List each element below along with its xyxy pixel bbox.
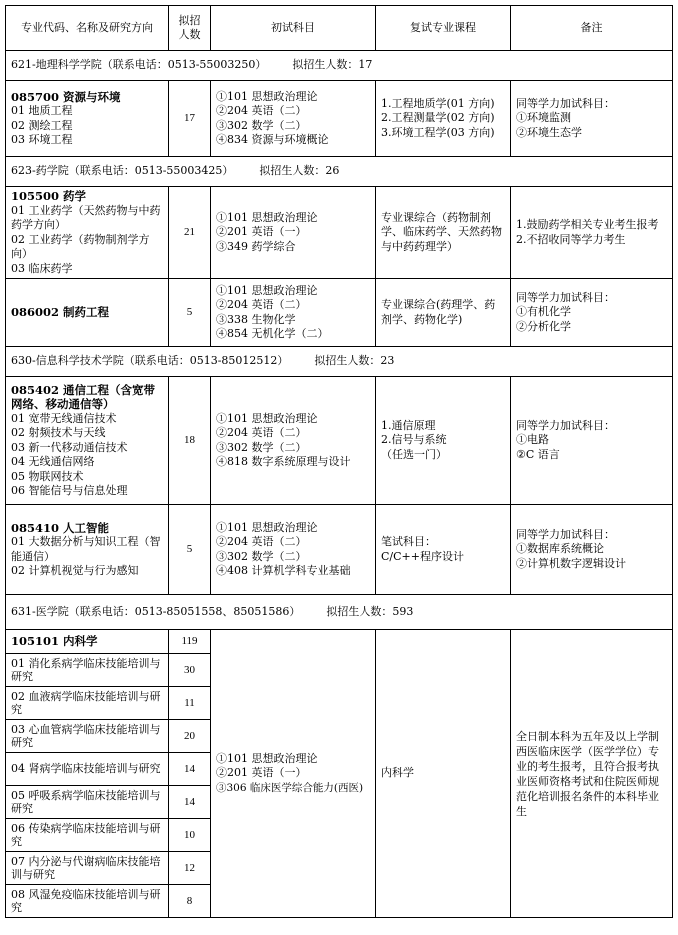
exam-subject: ①101 思想政治理论 [216, 89, 318, 103]
note-cell [511, 630, 673, 918]
direction-quota: 30 [169, 654, 211, 687]
note-cell [511, 81, 673, 157]
direction: 02 测绘工程 [11, 118, 73, 132]
retest-course: 内科学 [381, 766, 414, 780]
major-cell [6, 630, 169, 654]
note-line: 全日制本科为五年及以上学制西医临床医学（医学学位）专业的考生报考，且符合报考执业医师资格考试和住院医师规范化培训报名条件的本科毕业生 [516, 729, 659, 818]
exam-cell [211, 81, 376, 157]
major-quota: 5 [169, 505, 211, 595]
exam-cell [211, 377, 376, 505]
note-line: ①环境监测 [516, 111, 571, 125]
direction: 07 内分泌与代谢病临床技能培训与研究 [11, 854, 161, 881]
exam-subject: ③302 数学（二） [216, 440, 307, 454]
note-cell [511, 187, 673, 279]
major-row [6, 279, 673, 347]
college-heading [6, 595, 673, 630]
retest-course: 专业课综合(药理学、药剂学、药物化学) [381, 298, 496, 326]
direction-quota: 20 [169, 720, 211, 753]
note-line: ②环境生态学 [516, 125, 582, 139]
college-quota: 拟招生人数：23 [314, 354, 395, 368]
retest-course: 3.环境工程学(03 方向) [381, 125, 495, 139]
exam-subject: ③338 生物化学 [216, 312, 296, 326]
note-cell [511, 377, 673, 505]
retest-cell [376, 81, 511, 157]
college-quota: 拟招生人数：593 [326, 604, 414, 618]
direction-quota: 12 [169, 852, 211, 885]
exam-subject: ②204 英语（二） [216, 535, 307, 548]
admissions-table [5, 5, 673, 918]
direction: 02 计算机视觉与行为感知 [11, 564, 139, 577]
major-code-name: 085700 资源与环境 [11, 89, 121, 104]
major-cell [6, 81, 169, 157]
retest-course: C/C++程序设计 [381, 549, 464, 563]
exam-subject: ③302 数学（二） [216, 118, 307, 132]
direction: 01 消化系病学临床技能培训与研究 [11, 656, 161, 683]
direction: 01 工业药学（天然药物与中药药学方向） [11, 203, 161, 231]
exam-subject: ①101 思想政治理论 [216, 751, 318, 765]
exam-subject: ④854 无机化学（二） [216, 327, 329, 340]
direction: 05 呼吸系病学临床技能培训与研究 [11, 788, 161, 815]
direction-cell [6, 786, 169, 819]
note-line: ②计算机数字逻辑设计 [516, 556, 626, 570]
exam-cell [211, 630, 376, 918]
retest-cell [376, 279, 511, 347]
college-heading [6, 347, 673, 377]
retest-course: 2.信号与系统 [381, 433, 447, 447]
note-line: ①有机化学 [516, 305, 571, 319]
exam-subject: ②204 英语（二） [216, 104, 307, 117]
header-retest: 复试专业课程 [376, 6, 511, 51]
direction-quota: 11 [169, 687, 211, 720]
college-row [6, 595, 673, 630]
major-row [6, 187, 673, 279]
retest-cell [376, 377, 511, 505]
note-line: 1.鼓励药学相关专业考生报考 [516, 218, 659, 231]
major-cell [6, 377, 169, 505]
exam-cell [211, 279, 376, 347]
exam-subject: ①101 思想政治理论 [216, 283, 318, 297]
exam-subject: ①101 思想政治理论 [216, 520, 318, 534]
major-row [6, 630, 673, 654]
direction-cell [6, 852, 169, 885]
major-code-name: 085410 人工智能 [11, 520, 110, 535]
major-cell [6, 187, 169, 279]
direction: 06 传染病学临床技能培训与研究 [11, 821, 161, 848]
header-note: 备注 [511, 6, 673, 51]
exam-subject: ③306 临床医学综合能力(西医) [216, 781, 364, 794]
direction-cell [6, 654, 169, 687]
note-line: ②C 语言 [516, 447, 560, 461]
exam-subject: ①101 思想政治理论 [216, 210, 318, 224]
major-code-name: 085402 通信工程（含宽带网络、移动通信等） [11, 382, 156, 411]
direction: 01 大数据分析与知识工程（智能通信） [11, 535, 161, 563]
retest-cell [376, 187, 511, 279]
direction: 03 临床药学 [11, 261, 73, 275]
note-line: 同等学力加试科目： [516, 418, 615, 432]
note-line: ①电路 [516, 433, 549, 447]
retest-course: 笔试科目： [381, 535, 436, 548]
exam-subject: ②204 英语（二） [216, 426, 307, 439]
exam-subject: ③302 数学（二） [216, 549, 307, 563]
major-quota: 119 [169, 630, 211, 654]
major-code-name: 105500 药学 [11, 189, 87, 203]
direction: 02 工业药学（药物制剂学方向） [11, 232, 150, 260]
college-title: 631-医学院（联系电话：0513-85051558、85051586） [11, 604, 301, 618]
college-heading [6, 157, 673, 187]
college-quota: 拟招生人数：26 [259, 164, 340, 178]
major-row [6, 505, 673, 595]
direction-cell [6, 753, 169, 786]
note-line: ②分析化学 [516, 319, 571, 333]
college-quota: 拟招生人数：17 [292, 58, 373, 72]
exam-subject: ②204 英语（二） [216, 298, 307, 311]
direction-cell [6, 885, 169, 918]
major-row [6, 377, 673, 505]
note-line: ①数据库系统概论 [516, 542, 604, 556]
direction: 04 无线通信网络 [11, 455, 95, 468]
exam-cell [211, 505, 376, 595]
direction: 05 物联网技术 [11, 469, 84, 483]
exam-subject: ①101 思想政治理论 [216, 411, 318, 425]
major-quota: 5 [169, 279, 211, 347]
major-cell [6, 279, 169, 347]
direction-quota: 14 [169, 786, 211, 819]
direction-quota: 14 [169, 753, 211, 786]
exam-subject: ④818 数字系统原理与设计 [216, 455, 351, 468]
major-quota: 18 [169, 377, 211, 505]
direction: 06 智能信号与信息处理 [11, 484, 128, 497]
direction: 03 心血管病学临床技能培训与研究 [11, 722, 161, 749]
direction: 02 血液病学临床技能培训与研究 [11, 689, 161, 716]
note-cell [511, 279, 673, 347]
header-exam: 初试科目 [211, 6, 376, 51]
note-line: 2.不招收同等学力考生 [516, 232, 626, 246]
major-row [6, 81, 673, 157]
exam-subject: ④834 资源与环境概论 [216, 133, 329, 146]
direction-quota: 8 [169, 885, 211, 918]
note-line: 同等学力加试科目： [516, 290, 615, 304]
retest-course: 1.工程地质学(01 方向) [381, 96, 495, 110]
major-code-name: 086002 制药工程 [11, 305, 110, 320]
exam-subject: ④408 计算机学科专业基础 [216, 564, 351, 577]
exam-subject: ②201 英语（一） [216, 225, 307, 239]
retest-course: 1.通信原理 [381, 418, 436, 432]
major-quota: 21 [169, 187, 211, 279]
note-cell [511, 505, 673, 595]
table-header-row [6, 6, 673, 51]
direction-cell [6, 687, 169, 720]
direction-quota: 10 [169, 819, 211, 852]
header-quota: 拟招人数 [169, 6, 211, 51]
direction: 02 射频技术与天线 [11, 426, 106, 439]
exam-subject: ③349 药学综合 [216, 239, 296, 253]
direction: 01 宽带无线通信技术 [11, 411, 117, 425]
retest-course: （任选一门） [381, 447, 447, 461]
college-row [6, 347, 673, 377]
direction-cell [6, 819, 169, 852]
retest-cell [376, 630, 511, 918]
note-line: 同等学力加试科目： [516, 527, 615, 541]
retest-cell [376, 505, 511, 595]
direction: 03 环境工程 [11, 133, 73, 146]
direction: 04 肾病学临床技能培训与研究 [11, 762, 161, 776]
direction: 01 地质工程 [11, 104, 73, 117]
major-cell [6, 505, 169, 595]
note-line: 同等学力加试科目： [516, 96, 615, 110]
college-row [6, 51, 673, 81]
college-heading [6, 51, 673, 81]
college-title: 623-药学院（联系电话：0513-55003425） [11, 164, 234, 178]
college-title: 630-信息科学技术学院（联系电话：0513-85012512） [11, 354, 289, 368]
major-code-name: 105101 内科学 [11, 634, 98, 649]
direction: 03 新一代移动通信技术 [11, 440, 128, 454]
exam-cell [211, 187, 376, 279]
direction: 08 风湿免疫临床技能培训与研究 [11, 887, 161, 914]
retest-course: 专业课综合（药物制剂学、临床药学、天然药物与中药药理学） [381, 210, 502, 253]
header-major: 专业代码、名称及研究方向 [6, 6, 169, 51]
college-row [6, 157, 673, 187]
retest-course: 2.工程测量学(02 方向) [381, 111, 495, 125]
college-title: 621-地理科学学院（联系电话：0513-55003250） [11, 58, 267, 72]
direction-cell [6, 720, 169, 753]
exam-subject: ②201 英语（一） [216, 766, 307, 780]
major-quota: 17 [169, 81, 211, 157]
